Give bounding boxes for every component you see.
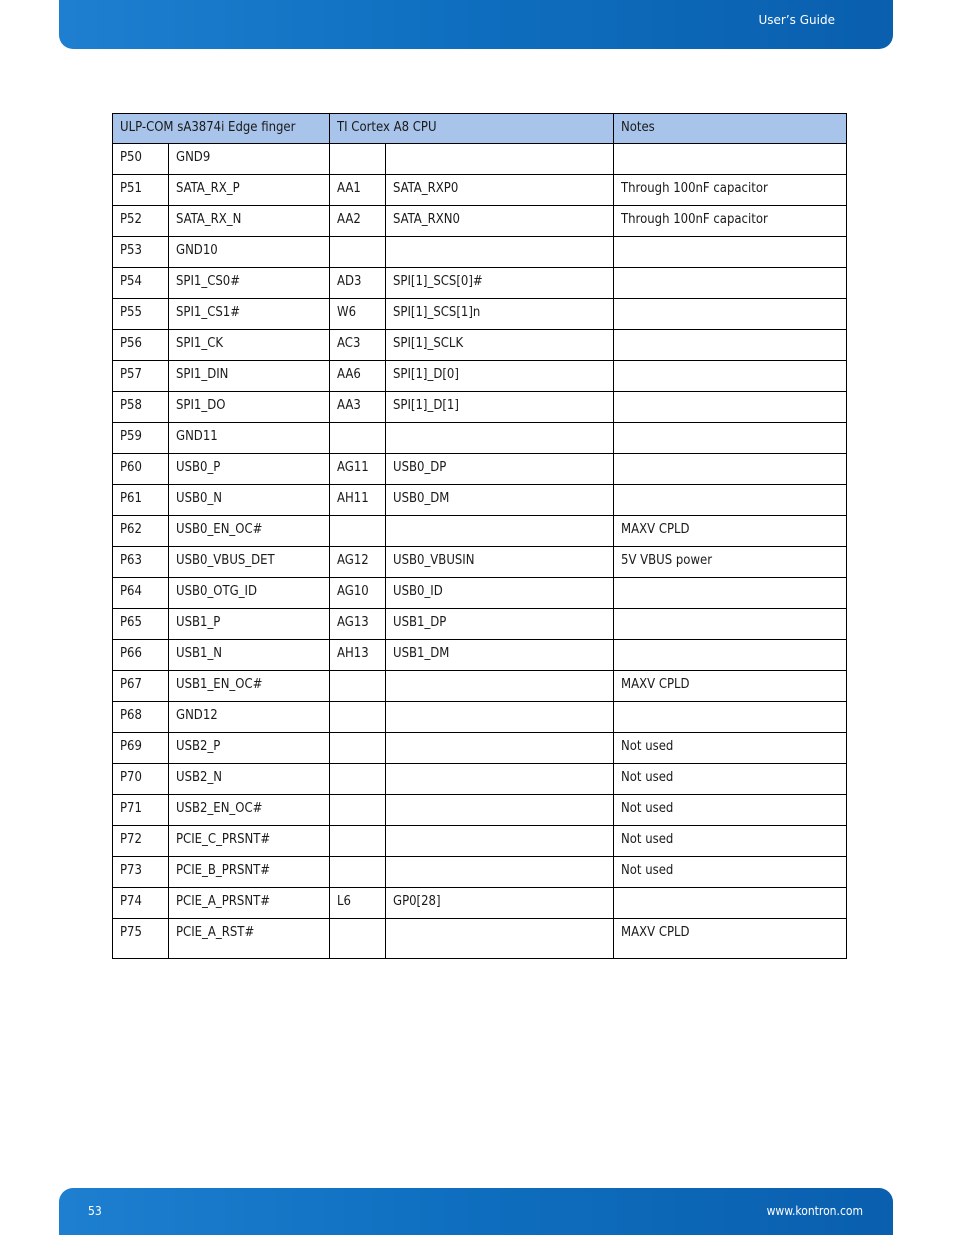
cpu-signal-cell: USB0_VBUSIN [386,547,614,578]
table-row [113,299,847,330]
notes-cell: Not used [614,733,847,764]
table-row [113,175,847,206]
table-row [113,857,847,888]
table-row [113,888,847,919]
table-row [113,919,847,959]
notes-cell: Through 100nF capacitor [614,175,847,206]
pin-cell: P69 [113,733,169,764]
cpu-signal-cell: USB0_DP [386,454,614,485]
signal-cell: USB2_N [169,764,330,795]
pin-cell: P73 [113,857,169,888]
notes-cell: 5V VBUS power [614,547,847,578]
cpu-signal-cell: USB0_ID [386,578,614,609]
ball-cell: AG12 [330,547,386,578]
page-number: 53 [88,1204,102,1218]
signal-cell: PCIE_A_PRSNT# [169,888,330,919]
signal-cell: USB2_EN_OC# [169,795,330,826]
table-row [113,640,847,671]
cpu-signal-cell: SPI[1]_D[0] [386,361,614,392]
signal-cell: USB2_P [169,733,330,764]
pin-cell: P64 [113,578,169,609]
table-row [113,361,847,392]
cpu-signal-cell [386,764,614,795]
column-header-notes: Notes [614,114,847,144]
table-row [113,330,847,361]
notes-cell [614,702,847,733]
pin-cell: P60 [113,454,169,485]
ball-cell: L6 [330,888,386,919]
table-row [113,268,847,299]
signal-cell: GND12 [169,702,330,733]
notes-cell [614,330,847,361]
notes-cell [614,144,847,175]
footer-bar [59,1188,893,1235]
table-row [113,702,847,733]
signal-cell: SPI1_DIN [169,361,330,392]
ball-cell [330,919,386,959]
signal-cell: USB0_N [169,485,330,516]
table-row [113,485,847,516]
notes-cell [614,299,847,330]
table-row [113,547,847,578]
notes-cell: Not used [614,826,847,857]
notes-cell [614,454,847,485]
ball-cell [330,795,386,826]
notes-cell [614,888,847,919]
signal-cell: GND10 [169,237,330,268]
notes-cell: MAXV CPLD [614,671,847,702]
ball-cell: AC3 [330,330,386,361]
notes-cell [614,361,847,392]
ball-cell: AG11 [330,454,386,485]
table-row [113,237,847,268]
notes-cell [614,392,847,423]
signal-cell: USB0_EN_OC# [169,516,330,547]
pin-cell: P66 [113,640,169,671]
ball-cell [330,826,386,857]
cpu-signal-cell [386,423,614,454]
pin-cell: P53 [113,237,169,268]
pin-cell: P51 [113,175,169,206]
pin-cell: P63 [113,547,169,578]
table-row [113,392,847,423]
signal-cell: GND9 [169,144,330,175]
ball-cell [330,144,386,175]
ball-cell: AA3 [330,392,386,423]
ball-cell: W6 [330,299,386,330]
cpu-signal-cell: SPI[1]_SCS[0]# [386,268,614,299]
pin-cell: P50 [113,144,169,175]
ball-cell [330,857,386,888]
notes-cell [614,578,847,609]
signal-cell: SPI1_DO [169,392,330,423]
pin-cell: P72 [113,826,169,857]
pin-cell: P68 [113,702,169,733]
table-row [113,609,847,640]
signal-cell: USB1_P [169,609,330,640]
signal-cell: USB0_P [169,454,330,485]
signal-cell: PCIE_B_PRSNT# [169,857,330,888]
ball-cell [330,516,386,547]
cpu-signal-cell: GP0[28] [386,888,614,919]
notes-cell [614,268,847,299]
notes-cell [614,640,847,671]
signal-cell: SPI1_CK [169,330,330,361]
cpu-signal-cell: USB1_DP [386,609,614,640]
pin-cell: P61 [113,485,169,516]
notes-cell: Through 100nF capacitor [614,206,847,237]
table-header-row [113,114,847,144]
table-row [113,795,847,826]
cpu-signal-cell [386,919,614,959]
signal-cell: PCIE_A_RST# [169,919,330,959]
signal-cell: GND11 [169,423,330,454]
pin-cell: P57 [113,361,169,392]
pin-cell: P59 [113,423,169,454]
cpu-signal-cell: SPI[1]_SCS[1]n [386,299,614,330]
pin-cell: P71 [113,795,169,826]
ball-cell [330,733,386,764]
cpu-signal-cell: SATA_RXN0 [386,206,614,237]
notes-cell [614,423,847,454]
cpu-signal-cell [386,516,614,547]
notes-cell [614,237,847,268]
cpu-signal-cell [386,733,614,764]
notes-cell [614,485,847,516]
ball-cell: AH11 [330,485,386,516]
pin-cell: P55 [113,299,169,330]
pin-cell: P56 [113,330,169,361]
table-row [113,454,847,485]
signal-cell: USB0_OTG_ID [169,578,330,609]
cpu-signal-cell: SATA_RXP0 [386,175,614,206]
notes-cell: Not used [614,764,847,795]
signal-cell: SPI1_CS0# [169,268,330,299]
cpu-signal-cell [386,144,614,175]
table-row [113,671,847,702]
ball-cell: AA2 [330,206,386,237]
ball-cell: AG10 [330,578,386,609]
signal-cell: USB0_VBUS_DET [169,547,330,578]
ball-cell [330,764,386,795]
website-link[interactable]: www.kontron.com [766,1204,863,1218]
pin-cell: P75 [113,919,169,959]
notes-cell: MAXV CPLD [614,516,847,547]
cpu-signal-cell [386,826,614,857]
cpu-signal-cell: USB0_DM [386,485,614,516]
table-row [113,206,847,237]
pin-cell: P65 [113,609,169,640]
table-row [113,764,847,795]
table-row [113,578,847,609]
table-row [113,733,847,764]
table-body [113,144,847,959]
header-bar [59,0,893,49]
table-row [113,516,847,547]
pinout-table [112,113,847,959]
signal-cell: SATA_RX_N [169,206,330,237]
table-row [113,144,847,175]
pin-cell: P52 [113,206,169,237]
pin-cell: P62 [113,516,169,547]
cpu-signal-cell [386,671,614,702]
pin-cell: P67 [113,671,169,702]
signal-cell: SPI1_CS1# [169,299,330,330]
cpu-signal-cell [386,702,614,733]
column-header-edge-finger: ULP-COM sA3874i Edge finger [113,114,330,144]
ball-cell [330,237,386,268]
cpu-signal-cell: SPI[1]_D[1] [386,392,614,423]
cpu-signal-cell: USB1_DM [386,640,614,671]
ball-cell: AD3 [330,268,386,299]
signal-cell: USB1_N [169,640,330,671]
ball-cell: AG13 [330,609,386,640]
ball-cell: AA6 [330,361,386,392]
signal-cell: SATA_RX_P [169,175,330,206]
document-title: User’s Guide [758,13,835,27]
notes-cell [614,609,847,640]
cpu-signal-cell [386,237,614,268]
cpu-signal-cell: SPI[1]_SCLK [386,330,614,361]
cpu-signal-cell [386,795,614,826]
pin-cell: P70 [113,764,169,795]
ball-cell [330,423,386,454]
cpu-signal-cell [386,857,614,888]
signal-cell: USB1_EN_OC# [169,671,330,702]
column-header-cpu: TI Cortex A8 CPU [330,114,614,144]
ball-cell [330,702,386,733]
table-row [113,423,847,454]
pin-cell: P58 [113,392,169,423]
notes-cell: MAXV CPLD [614,919,847,959]
pin-cell: P54 [113,268,169,299]
notes-cell: Not used [614,795,847,826]
ball-cell [330,671,386,702]
table-row [113,826,847,857]
notes-cell: Not used [614,857,847,888]
signal-cell: PCIE_C_PRSNT# [169,826,330,857]
ball-cell: AA1 [330,175,386,206]
pin-cell: P74 [113,888,169,919]
ball-cell: AH13 [330,640,386,671]
